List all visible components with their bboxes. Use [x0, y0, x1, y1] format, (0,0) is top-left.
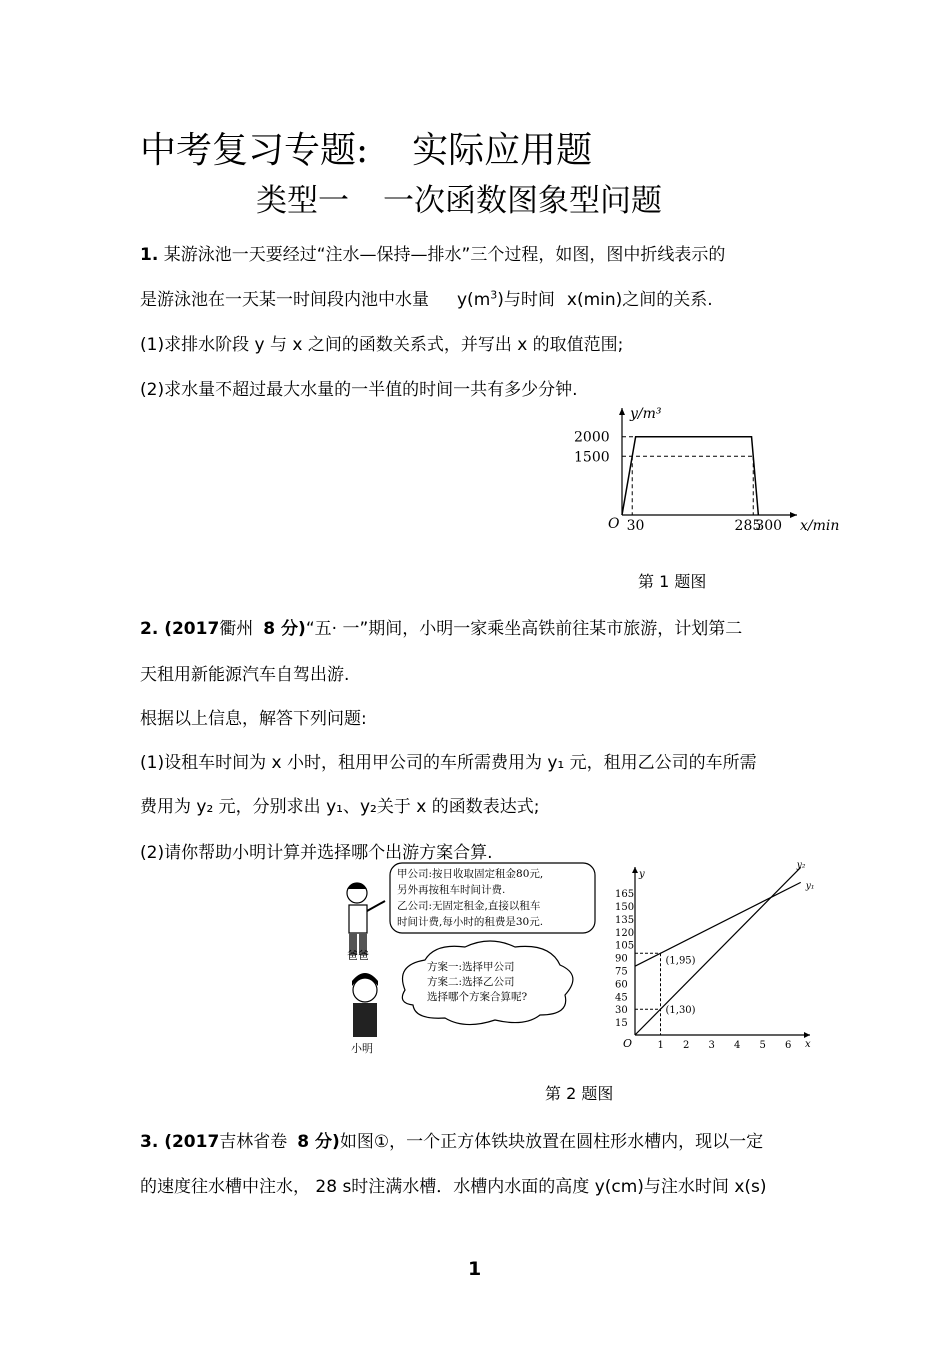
x-tick-label: 1 [657, 1040, 664, 1051]
q2-sub1b: 费用为 y₂ 元，分别求出 y₁、y₂关于 x 的函数表达式; [140, 797, 540, 817]
q3-line1: 3. (2017吉林省卷 8 分)如图①，一个正方体铁块放置在圆柱形水槽内，现以一定 [140, 1132, 764, 1152]
annotation: (1,30) [665, 1005, 696, 1017]
q2-illustration [335, 855, 600, 1060]
q2-chart [605, 855, 820, 1055]
q1-sub2: (2)求水量不超过最大水量的一半值的时间一共有多少分钟. [140, 380, 578, 400]
dad-figure [347, 883, 385, 955]
x-tick-label: 3 [708, 1040, 715, 1051]
page-number: 1 [468, 1258, 482, 1280]
origin-label: O [608, 516, 620, 532]
q1-caption: 第 1 题图 [638, 572, 707, 591]
y-tick-label: 2000 [574, 429, 610, 446]
series-line [635, 882, 801, 966]
y-tick-label: 165 [615, 889, 635, 901]
x-tick-label: 4 [734, 1040, 741, 1051]
x-axis-label: x/min [800, 518, 840, 534]
q2-line2: 天租用新能源汽车自驾出游. [140, 665, 350, 685]
y-tick-label: 60 [615, 979, 628, 991]
bubble-2-line: 选择哪个方案合算呢? [427, 991, 528, 1003]
y-tick-label: 30 [615, 1005, 628, 1017]
y-tick-label: 90 [615, 953, 628, 965]
boy-figure [352, 973, 378, 1037]
q1-chart [560, 400, 840, 545]
bubble-2-line: 方案一:选择甲公司 [427, 961, 515, 973]
x-tick-label: 300 [755, 518, 783, 534]
series-line [635, 867, 801, 1035]
annotation: (1,95) [665, 955, 696, 967]
x-tick-label: 285 [734, 518, 762, 534]
page-title: 中考复习专题: 实际应用题 [140, 130, 593, 171]
y-axis-arrow [619, 408, 625, 415]
y-axis-arrow [632, 867, 638, 873]
y-tick-label: 150 [615, 902, 635, 913]
y-tick-label: 45 [615, 992, 628, 1004]
q2-caption: 第 2 题图 [545, 1084, 614, 1103]
x-tick-label: 2 [683, 1040, 690, 1051]
series-label: y₂ [796, 860, 806, 871]
page-subtitle: 类型一 一次函数图象型问题 [256, 183, 662, 219]
origin-label: O [623, 1037, 633, 1050]
bubble-2-line: 方案二:选择乙公司 [427, 976, 515, 988]
x-axis-arrow [790, 512, 797, 518]
q2-line1: 2. (2017衢州 8 分)“五· 一”期间，小明一家乘坐高铁前往某市旅游，计划第二 [140, 619, 743, 639]
x-tick-label: 5 [759, 1040, 766, 1051]
y-axis-label: y [639, 869, 645, 880]
q1-line2: 是游泳池在一天某一时间段内池中水量 $y(m^3)$与时间 x(min)之间的关系. [140, 288, 713, 310]
x-tick-label: 6 [785, 1040, 792, 1051]
y-tick-label: 75 [615, 966, 628, 978]
y-tick-label: 1500 [574, 449, 610, 466]
bubble-1-line: 时间计费,每小时的租费是30元. [397, 916, 544, 928]
q2-line3: 根据以上信息，解答下列问题: [140, 709, 367, 729]
x-axis-arrow [804, 1032, 810, 1038]
y-tick-label: 135 [615, 914, 635, 926]
q2-sub2: (2)请你帮助小明计算并选择哪个出游方案合算. [140, 843, 493, 863]
bubble-1-line: 乙公司:无固定租金,直接以租车 [397, 900, 541, 912]
x-tick-label: 30 [626, 518, 645, 534]
dad-label: 爸爸 [347, 949, 369, 962]
q3-line2: 的速度往水槽中注水， 28 s时注满水槽．水槽内水面的高度 y(cm)与注水时间 x(s) [140, 1177, 767, 1197]
y-axis-label: y/m³ [630, 406, 662, 422]
bubble-1-line: 甲公司:按日收取固定租金80元, [397, 868, 544, 880]
q1-sub1: (1)求排水阶段 y 与 x 之间的函数关系式，并写出 x 的取值范围; [140, 335, 624, 355]
q1-line1: 1. 某游泳池一天要经过“注水—保持—排水”三个过程，如图，图中折线表示的 [140, 245, 726, 265]
series-label: y₁ [805, 881, 815, 892]
y-tick-label: 15 [615, 1018, 628, 1030]
bubble-1-line: 另外再按租车时间计费. [397, 884, 506, 896]
y-tick-label: 120 [615, 927, 635, 939]
series-line [622, 437, 758, 515]
q2-sub1: (1)设租车时间为 x 小时，租用甲公司的车所需费用为 y₁ 元，租用乙公司的车所需 [140, 753, 757, 773]
y-tick-label: 105 [615, 940, 635, 952]
ming-label: 小明 [351, 1042, 373, 1055]
x-axis-label: x [805, 1039, 811, 1050]
